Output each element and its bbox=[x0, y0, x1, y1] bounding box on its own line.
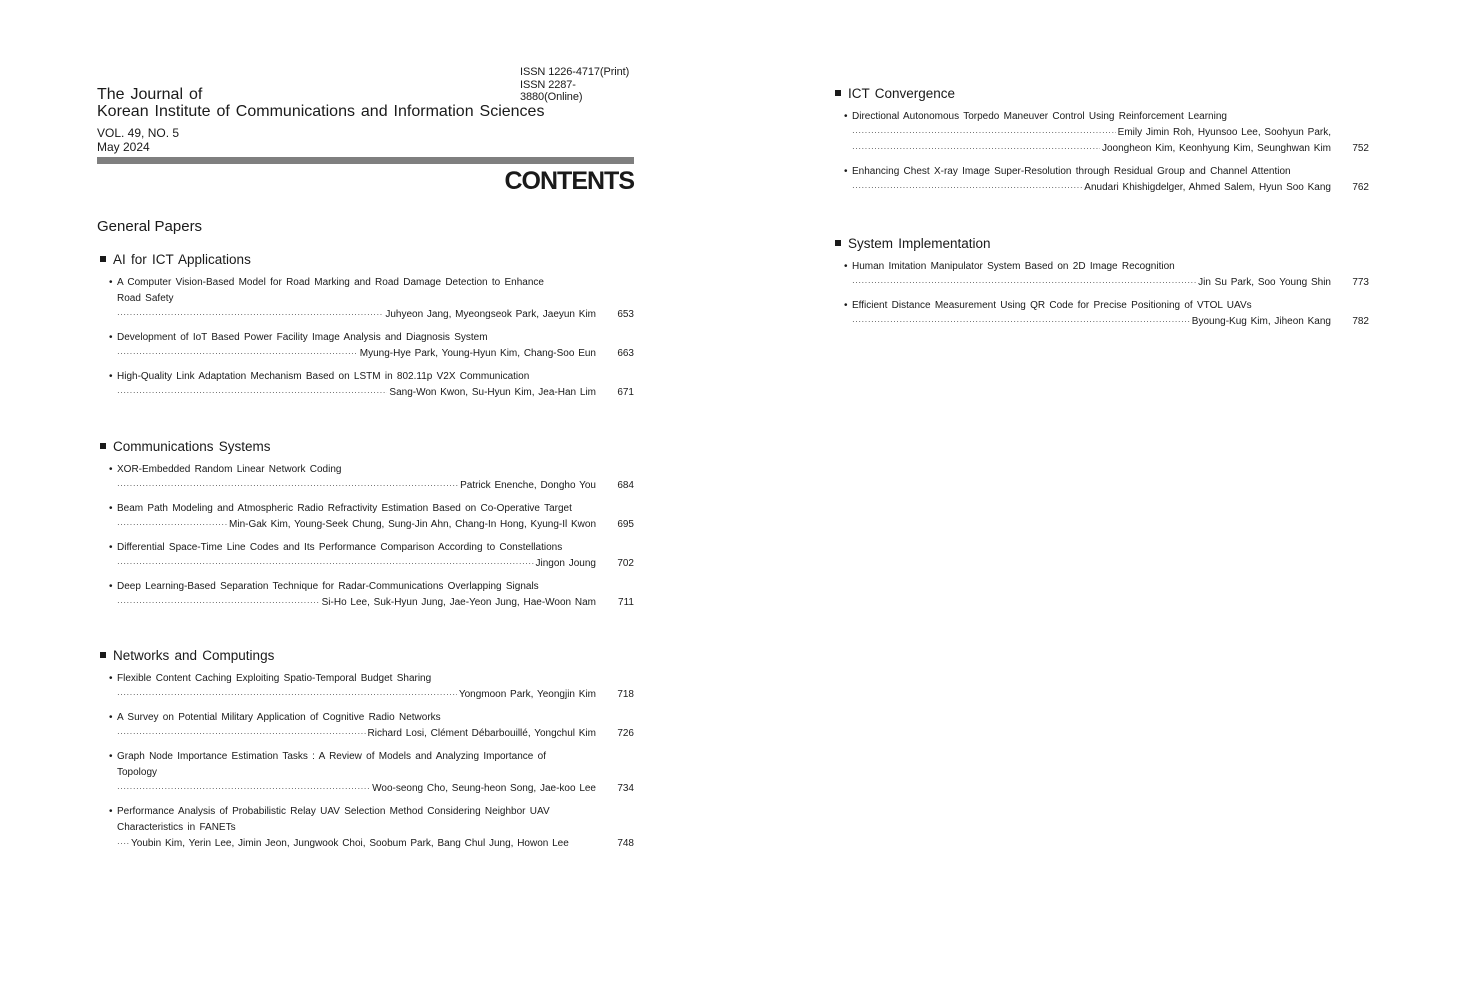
entry-authors: Anudari Khishigdelger, Ahmed Salem, Hyun Soo Kang bbox=[1084, 182, 1331, 193]
dot-leader bbox=[117, 687, 457, 703]
entry-title: • XOR-Embedded Random Linear Network Coding bbox=[109, 464, 342, 475]
dot-leader bbox=[852, 314, 1190, 330]
entry-authors: Woo-seong Cho, Seung-heon Song, Jae-koo Lee bbox=[372, 783, 596, 794]
section-title: Communications Systems bbox=[100, 439, 635, 455]
journal-title-line1: The Journal of bbox=[97, 86, 203, 103]
square-bullet-icon bbox=[100, 443, 106, 449]
section-title: System Implementation bbox=[835, 236, 1370, 252]
entry-authors: Si-Ho Lee, Suk-Hyun Jung, Jae-Yeon Jung, Hae-Woon Nam bbox=[321, 597, 596, 608]
toc-entry[interactable] bbox=[109, 540, 635, 572]
entry-title: • Graph Node Importance Estimation Tasks : A Review of Models and Analyzing Importance of Topology bbox=[109, 751, 546, 778]
toc-entry[interactable] bbox=[109, 501, 635, 533]
toc-entry[interactable] bbox=[844, 109, 1370, 157]
dot-leader bbox=[117, 478, 458, 494]
dot-leader bbox=[852, 125, 1116, 141]
entry-title: • Directional Autonomous Torpedo Maneuver Control Using Reinforcement Learning bbox=[844, 111, 1227, 122]
dot-leader bbox=[852, 275, 1196, 291]
toc-entry[interactable] bbox=[109, 462, 635, 494]
entry-title: • Performance Analysis of Probabilistic Relay UAV Selection Method Considering Neighbor UAV Characteristics in FANETs bbox=[109, 806, 550, 833]
toc-entry[interactable] bbox=[109, 749, 635, 797]
dot-leader bbox=[117, 836, 129, 852]
entry-authors: Youbin Kim, Yerin Lee, Jimin Jeon, Jungwook Choi, Soobum Park, Bang Chul Jung, Howon Lee bbox=[131, 838, 569, 849]
toc-entry[interactable] bbox=[109, 330, 635, 362]
entry-authors: Byoung-Kug Kim, Jiheon Kang bbox=[1191, 316, 1331, 327]
toc-entry[interactable] bbox=[109, 275, 635, 323]
entry-page: 663 bbox=[617, 348, 634, 359]
dot-leader bbox=[117, 346, 358, 362]
entry-authors: Jin Su Park, Soo Young Shin bbox=[1198, 277, 1331, 288]
toc-entry[interactable] bbox=[109, 710, 635, 742]
toc-entry[interactable] bbox=[844, 298, 1370, 330]
dot-leader bbox=[117, 307, 383, 323]
entry-authors: Joongheon Kim, Keonhyung Kim, Seunghwan Kim bbox=[1101, 143, 1331, 154]
toc-entry[interactable] bbox=[844, 164, 1370, 196]
toc-entry[interactable] bbox=[109, 804, 635, 852]
section-title: AI for ICT Applications bbox=[100, 252, 635, 268]
toc-entry[interactable] bbox=[109, 369, 635, 401]
entry-authors: Emily Jimin Roh, Hyunsoo Lee, Soohyun Park, bbox=[1117, 127, 1331, 138]
section-ict-convergence bbox=[832, 86, 1370, 203]
issue-date: May 2024 bbox=[97, 140, 150, 154]
entry-authors: Sang-Won Kwon, Su-Hyun Kim, Jea-Han Lim bbox=[389, 387, 596, 398]
entry-page: 762 bbox=[1352, 182, 1369, 193]
dot-leader bbox=[117, 517, 227, 533]
dot-leader bbox=[117, 595, 320, 611]
entry-page: 695 bbox=[617, 519, 634, 530]
volume-number: VOL. 49, NO. 5 bbox=[97, 126, 180, 140]
dot-leader bbox=[117, 556, 534, 572]
entry-authors: Yongmoon Park, Yeongjin Kim bbox=[458, 689, 596, 700]
journal-title-line2: Korean Institute of Communications and Information Sciences bbox=[97, 103, 545, 120]
entry-title: • Development of IoT Based Power Facility Image Analysis and Diagnosis System bbox=[109, 332, 488, 343]
entry-page: 782 bbox=[1352, 316, 1369, 327]
entry-page: 718 bbox=[617, 689, 634, 700]
dot-leader bbox=[117, 781, 370, 797]
entry-page: 711 bbox=[618, 597, 634, 608]
contents-heading: CONTENTS bbox=[504, 167, 634, 195]
entry-page: 684 bbox=[617, 480, 634, 491]
entry-title: • Enhancing Chest X-ray Image Super-Resolution through Residual Group and Channel Attention bbox=[844, 166, 1291, 177]
entry-title: • Deep Learning-Based Separation Technique for Radar-Communications Overlapping Signals bbox=[109, 581, 539, 592]
entry-page: 726 bbox=[617, 728, 634, 739]
toc-entry[interactable] bbox=[109, 579, 635, 611]
square-bullet-icon bbox=[835, 240, 841, 246]
entry-title: • Differential Space-Time Line Codes and Its Performance Comparison According to Constellations bbox=[109, 542, 563, 553]
entry-page: 752 bbox=[1352, 143, 1369, 154]
volume-info bbox=[97, 126, 179, 154]
section-ai-for-ict bbox=[97, 252, 635, 408]
entry-title: • Flexible Content Caching Exploiting Spatio-Temporal Budget Sharing bbox=[109, 673, 432, 684]
toc-entry[interactable] bbox=[109, 671, 635, 703]
entry-page: 748 bbox=[617, 838, 634, 849]
entry-page: 773 bbox=[1352, 277, 1369, 288]
entry-authors: Myung-Hye Park, Young-Hyun Kim, Chang-Soo Eun bbox=[359, 348, 596, 359]
dot-leader bbox=[852, 141, 1100, 157]
toc-entry[interactable] bbox=[844, 259, 1370, 291]
entry-page: 702 bbox=[617, 558, 634, 569]
square-bullet-icon bbox=[835, 90, 841, 96]
entry-authors: Richard Losi, Clément Débarbouillé, Yongchul Kim bbox=[367, 728, 596, 739]
square-bullet-icon bbox=[100, 652, 106, 658]
section-title: Networks and Computings bbox=[100, 648, 635, 664]
entry-title: • A Computer Vision-Based Model for Road Marking and Road Damage Detection to Enhance Road Safety bbox=[109, 277, 544, 304]
header-rule bbox=[97, 157, 634, 164]
dot-leader bbox=[852, 180, 1082, 196]
square-bullet-icon bbox=[100, 256, 106, 262]
entry-page: 734 bbox=[617, 783, 634, 794]
section-title: ICT Convergence bbox=[835, 86, 1370, 102]
dot-leader bbox=[117, 385, 387, 401]
entry-title: • A Survey on Potential Military Application of Cognitive Radio Networks bbox=[109, 712, 441, 723]
section-system-implementation bbox=[832, 236, 1370, 337]
entry-authors: Jingon Joung bbox=[535, 558, 596, 569]
journal-title bbox=[97, 86, 544, 120]
general-papers-heading: General Papers bbox=[97, 218, 203, 235]
section-networks-and-computings bbox=[97, 648, 635, 859]
entry-authors: Juhyeon Jang, Myeongseok Park, Jaeyun Kim bbox=[385, 309, 596, 320]
section-communications-systems bbox=[97, 439, 635, 618]
entry-title: • Efficient Distance Measurement Using QR Code for Precise Positioning of VTOL UAVs bbox=[844, 300, 1252, 311]
entry-authors: Min-Gak Kim, Young-Seek Chung, Sung-Jin Ahn, Chang-In Hong, Kyung-Il Kwon bbox=[229, 519, 596, 530]
issn-online: ISSN 2287-3880(Online) bbox=[520, 78, 583, 103]
entry-title: • Beam Path Modeling and Atmospheric Radio Refractivity Estimation Based on Co-Operative Target bbox=[109, 503, 572, 514]
entry-authors: Patrick Enenche, Dongho You bbox=[460, 480, 596, 491]
entry-page: 671 bbox=[617, 387, 634, 398]
entry-title: • Human Imitation Manipulator System Based on 2D Image Recognition bbox=[844, 261, 1175, 272]
dot-leader bbox=[117, 726, 366, 742]
issn-print: ISSN 1226-4717(Print) bbox=[520, 66, 630, 78]
entry-title: • High-Quality Link Adaptation Mechanism Based on LSTM in 802.11p V2X Communication bbox=[109, 371, 530, 382]
entry-page: 653 bbox=[617, 309, 634, 320]
